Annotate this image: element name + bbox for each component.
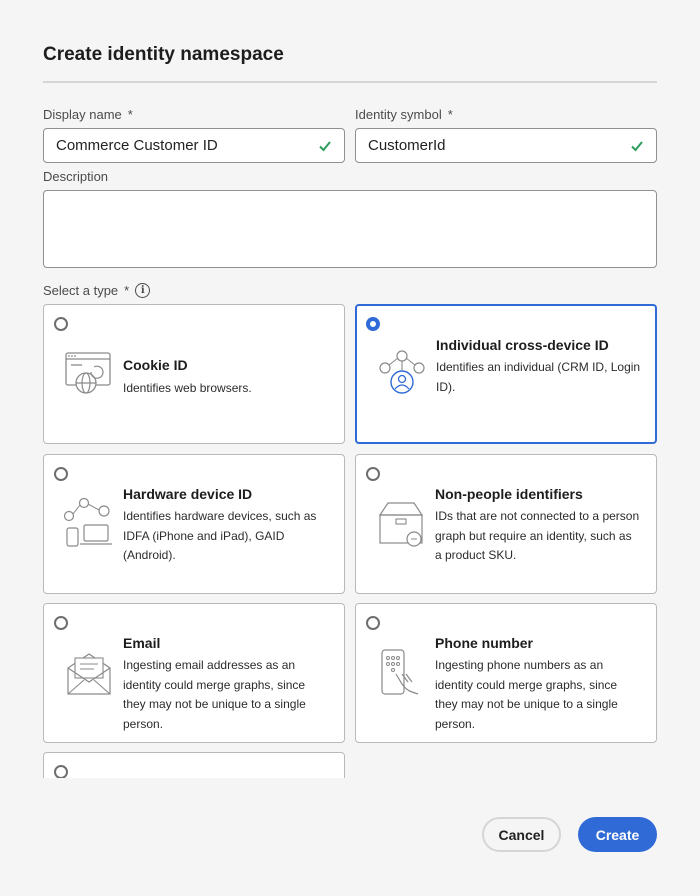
create-button[interactable]: Create [578,817,657,852]
info-icon[interactable]: i [135,283,150,298]
display-name-label [43,107,133,122]
card-description: IDs that are not connected to a person graph but require an identity, such as a product SKU. [435,509,640,562]
card-description: Ingesting phone numbers as an identity could merge graphs, since they may not be unique to a single person. [435,658,618,731]
checkmark-icon [630,139,644,153]
package-icon [372,495,430,553]
card-title: Cookie ID [123,357,188,373]
display-name-value: Commerce Customer ID [56,137,218,154]
card-title: Non-people identifiers [435,486,583,502]
description-textarea[interactable] [43,190,657,268]
radio-button[interactable] [54,765,68,778]
card-title: Hardware device ID [123,486,253,502]
required-mark: * [447,107,453,122]
card-description: Identifies hardware devices, such as IDFA (iPhone and iPad), GAID (Android). [123,509,317,562]
radio-button[interactable] [54,616,68,630]
card-title: Phone number [435,635,534,651]
select-type-label-text: Select a type [43,283,119,298]
type-card-phone-number[interactable] [355,603,657,743]
card-title: Individual cross-device ID [436,337,609,353]
identity-symbol-value: CustomerId [368,137,446,154]
required-mark: * [124,283,130,298]
card-description: Identifies an individual (CRM ID, Login ID). [436,360,641,394]
cancel-button[interactable]: Cancel [482,817,561,852]
type-grid [43,304,657,778]
card-description: Ingesting email addresses as an identity could merge graphs, since they may not be unique to a single person. [123,658,306,731]
radio-button-selected[interactable] [366,317,380,331]
display-name-label-text: Display name [43,107,122,122]
description-label: Description [43,169,109,184]
identity-symbol-field[interactable] [355,128,657,163]
browser-globe-icon [60,345,118,403]
envelope-icon [60,644,118,702]
type-card-cookie-id[interactable] [43,304,345,444]
phone-hand-icon [372,644,430,702]
identity-symbol-label-text: Identity symbol [355,107,442,122]
type-card-hardware-device-id[interactable] [43,454,345,594]
dialog-title: Create identity namespace [43,44,284,65]
identity-symbol-label [355,107,453,122]
radio-button[interactable] [366,467,380,481]
type-card-email[interactable] [43,603,345,743]
radio-button[interactable] [366,616,380,630]
title-divider [43,81,657,83]
checkmark-icon [318,139,332,153]
card-title: Email [123,635,161,651]
radio-button[interactable] [54,467,68,481]
card-description: Identifies web browsers. [123,381,252,395]
devices-icon [60,495,118,553]
radio-button[interactable] [54,317,68,331]
display-name-field[interactable] [43,128,345,163]
type-card-non-people-identifiers[interactable] [355,454,657,594]
required-mark: * [127,107,133,122]
type-card-individual-cross-device-id[interactable] [355,304,657,444]
type-card-partial[interactable] [43,752,345,778]
select-type-label [43,283,150,298]
person-network-icon [373,346,431,404]
